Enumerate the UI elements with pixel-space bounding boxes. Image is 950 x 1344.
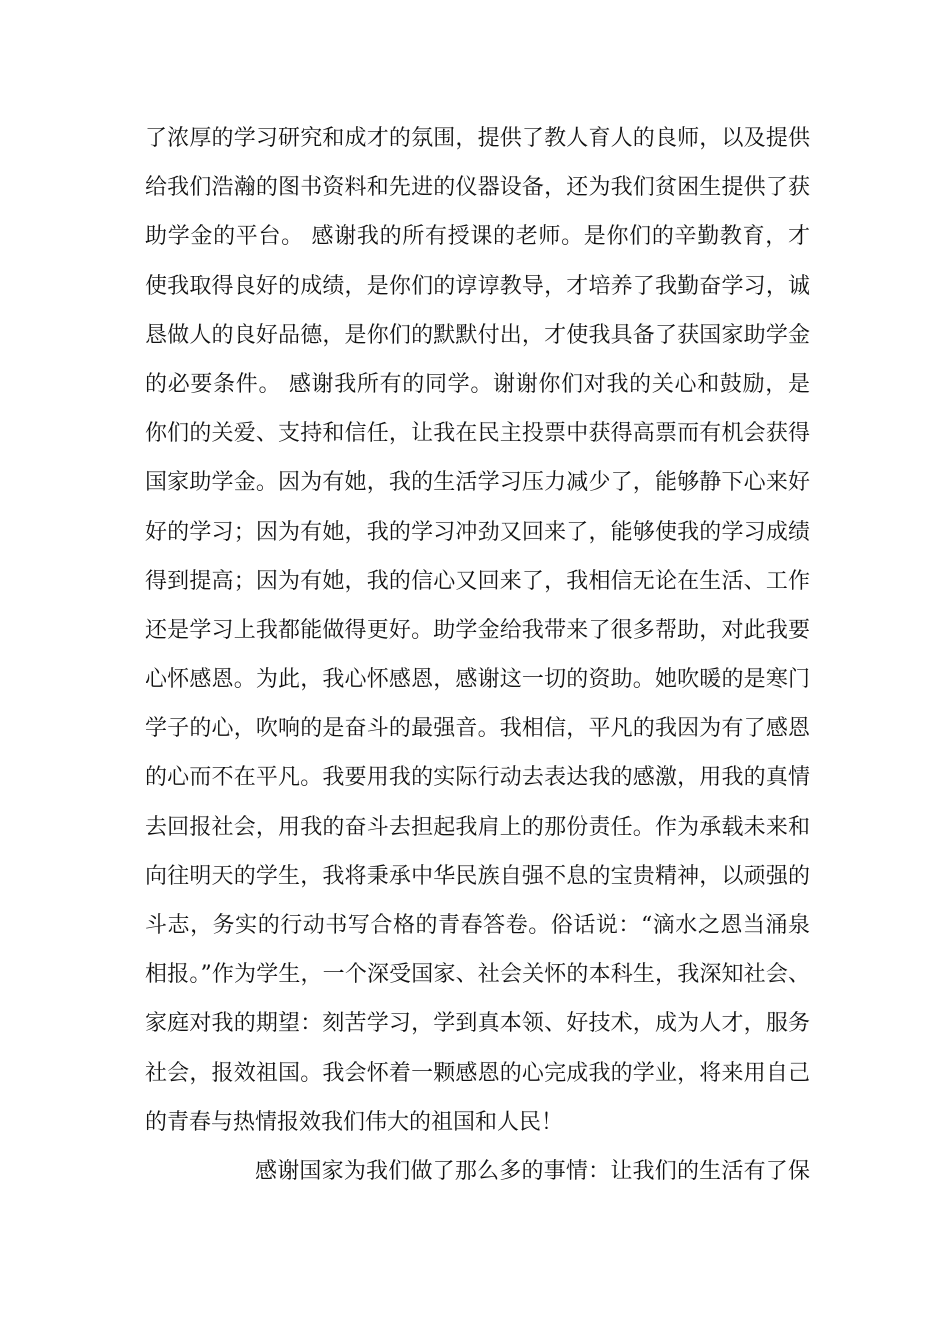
text-line: 还是学习上我都能做得更好。助学金给我带来了很多帮助，对此我要 xyxy=(145,617,810,643)
text-line: 你们的关爱、支持和信任，让我在民主投票中获得高票而有机会获得 xyxy=(145,421,810,447)
text-line: 心怀感恩。为此，我心怀感恩，感谢这一切的资助。她吹暖的是寒门 xyxy=(145,667,810,693)
text-line: 学子的心，吹响的是奋斗的最强音。我相信，平凡的我因为有了感恩 xyxy=(145,716,810,742)
text-line: 家庭对我的期望：刻苦学习，学到真本领、好技术，成为人才，服务 xyxy=(145,1011,810,1037)
text-line: 给我们浩瀚的图书资料和先进的仪器设备，还为我们贫困生提供了获 xyxy=(145,175,810,201)
text-line: 国家助学金。因为有她，我的生活学习压力减少了，能够静下心来好 xyxy=(145,470,810,496)
text-line: 得到提高；因为有她，我的信心又回来了，我相信无论在生活、工作 xyxy=(145,568,810,594)
text-line: 向往明天的学生，我将秉承中华民族自强不息的宝贵精神，以顽强的 xyxy=(145,863,810,889)
text-line: 的必要条件。 感谢我所有的同学。谢谢你们对我的关心和鼓励，是 xyxy=(145,371,810,397)
paragraph-end-line: 的青春与热情报效我们伟大的祖国和人民！ xyxy=(145,1109,564,1135)
text-line: 恳做人的良好品德，是你们的默默付出，才使我具备了获国家助学金 xyxy=(145,322,810,348)
text-line: 斗志，务实的行动书写合格的青春答卷。俗话说：“滴水之恩当涌泉 xyxy=(145,913,810,938)
text-line: 好的学习；因为有她，我的学习冲劲又回来了，能够使我的学习成绩 xyxy=(145,519,810,545)
paragraph-start-line: 感谢国家为我们做了那么多的事情：让我们的生活有了保 xyxy=(255,1158,810,1184)
text-line: 去回报社会，用我的奋斗去担起我肩上的那份责任。作为承载未来和 xyxy=(145,814,810,840)
text-line: 的心而不在平凡。我要用我的实际行动去表达我的感激，用我的真情 xyxy=(145,765,810,791)
text-line: 相报。”作为学生，一个深受国家、社会关怀的本科生，我深知社会、 xyxy=(145,962,810,988)
text-line: 使我取得良好的成绩，是你们的谆谆教导，才培养了我勤奋学习，诚 xyxy=(145,273,810,299)
text-line: 了浓厚的学习研究和成才的氛围，提供了教人育人的良师，以及提供 xyxy=(145,126,810,151)
body-text xyxy=(145,114,810,1196)
text-line: 助学金的平台。 感谢我的所有授课的老师。是你们的辛勤教育，才 xyxy=(145,224,810,250)
text-line: 社会，报效祖国。我会怀着一颗感恩的心完成我的学业，将来用自己 xyxy=(145,1060,810,1086)
